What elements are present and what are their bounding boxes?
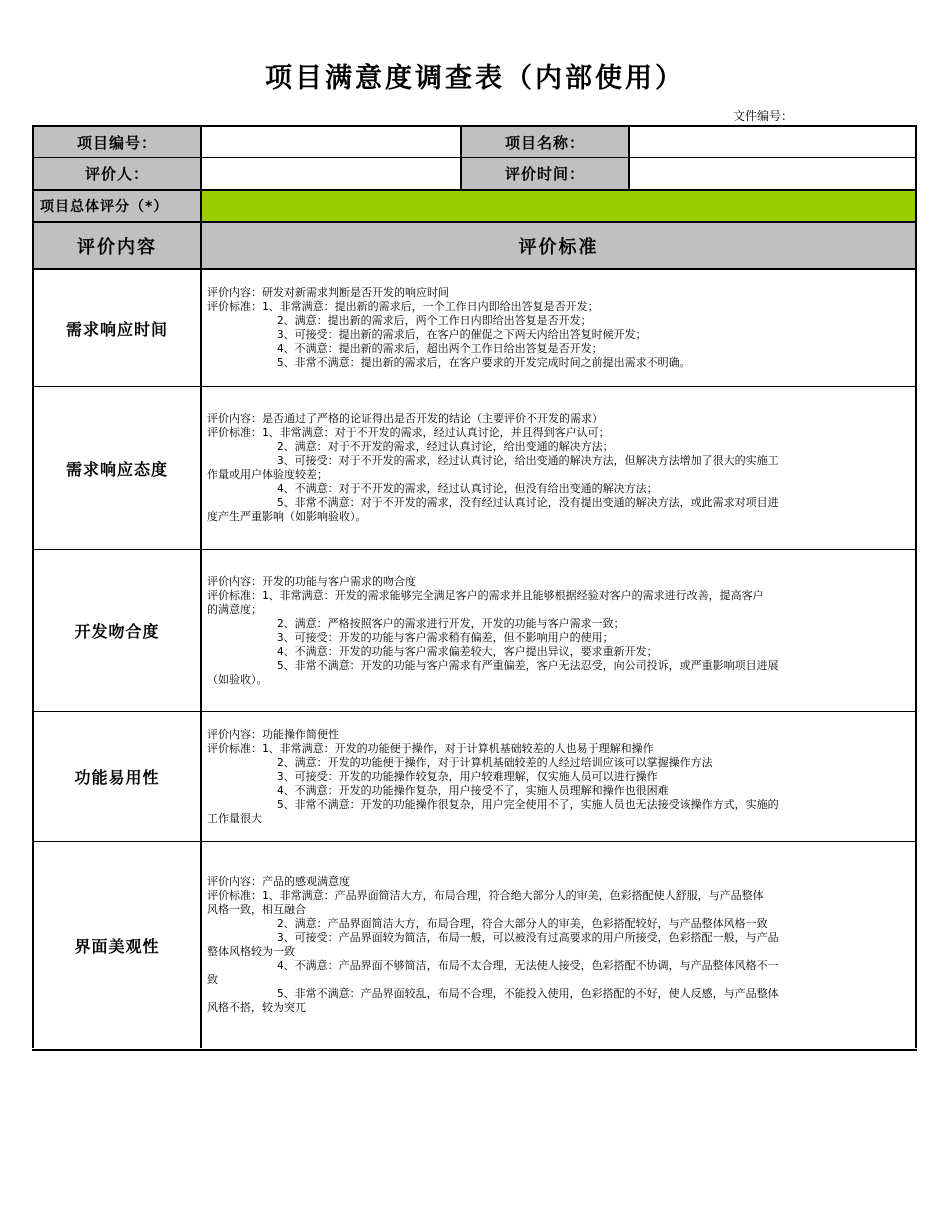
header-content: 评价内容 <box>34 223 202 268</box>
header-row <box>32 223 917 270</box>
criteria-line: 的满意度； <box>207 602 262 616</box>
criteria-line: 2、满意：对于不开发的需求，经过认真讨论，给出变通的解决方法； <box>277 440 614 453</box>
criteria-line: 评价内容：功能操作简便性 <box>207 727 339 741</box>
criteria-line: 评价标准：1、非常满意：产品界面简洁大方，布局合理，符合绝大部分人的审美，色彩搭配使人舒服，与产品整体 <box>207 889 764 902</box>
criteria-line: 3、可接受：开发的功能操作较复杂，用户较难理解，仅实施人员可以进行操作 <box>277 769 658 783</box>
criteria-line: 3、可接受：开发的功能与客户需求稍有偏差，但不影响用户的使用； <box>277 630 614 644</box>
section-criteria <box>202 842 915 1048</box>
criteria-line: 风格不搭，较为突兀 <box>207 1001 306 1014</box>
criteria-line: 4、不满意：提出新的需求后，超出两个工作日给出答复是否开发； <box>277 342 603 355</box>
criteria-line: 5、非常不满意：开发的功能与客户需求有严重偏差，客户无法忍受，向公司投诉，或严重影响项目进展 <box>277 658 779 672</box>
criteria-line: 风格一致，相互融合 <box>207 903 306 916</box>
criteria-line: 致 <box>207 973 218 986</box>
section-row <box>32 387 917 550</box>
criteria-line: 5、非常不满意：产品界面较乱，布局不合理，不能投入使用，色彩搭配的不好，使人反感，与产品整体 <box>277 987 779 1000</box>
header-standard: 评价标准 <box>202 223 915 268</box>
criteria-line: （如验收）。 <box>207 672 268 686</box>
section-name: 需求响应态度 <box>34 387 202 549</box>
section-row <box>32 842 917 1048</box>
criteria-line: 3、可接受：对于不开发的需求，经过认真讨论，给出变通的解决方法，但解决方法增加了很大的实施工 <box>277 454 779 467</box>
survey-table <box>32 125 917 1048</box>
criteria-line: 度产生严重影响（如影响验收）。 <box>207 510 367 523</box>
section-row <box>32 270 917 387</box>
criteria-line: 4、不满意：对于不开发的需求，经过认真讨论，但没有给出变通的解决方法； <box>277 482 658 495</box>
criteria-line: 工作量很大 <box>207 811 262 825</box>
criteria-line: 4、不满意：开发的功能操作复杂，用户接受不了，实施人员理解和操作也很困难 <box>277 783 669 797</box>
section-criteria <box>202 712 915 841</box>
overall-score-label: 项目总体评分（*） <box>34 191 202 221</box>
info-row-2 <box>32 158 917 191</box>
criteria-line: 2、满意：开发的功能便于操作，对于计算机基础较差的人经过培训应该可以掌握操作方法 <box>277 755 713 769</box>
criteria-line: 评价标准：1、非常满意：提出新的需求后，一个工作日内即给出答复是否开发； <box>207 300 599 313</box>
table-bottom-border <box>32 1049 917 1051</box>
section-criteria <box>202 550 915 711</box>
project-name-input[interactable] <box>630 127 915 157</box>
section-name: 界面美观性 <box>34 842 202 1048</box>
criteria-line: 2、满意：产品界面简洁大方，布局合理，符合大部分人的审美，色彩搭配较好，与产品整体风格一致 <box>277 917 768 930</box>
section-row <box>32 550 917 712</box>
criteria-line: 评价内容：研发对新需求判断是否开发的响应时间 <box>207 286 449 299</box>
page-title: 项目满意度调查表（内部使用） <box>265 63 685 94</box>
section-criteria <box>202 270 915 386</box>
overall-score-input[interactable] <box>202 191 915 221</box>
criteria-line: 2、满意：严格按照客户的需求进行开发，开发的功能与客户需求一致； <box>277 616 625 630</box>
criteria-line: 评价内容：是否通过了严格的论证得出是否开发的结论（主要评价不开发的需求） <box>207 412 603 425</box>
info-row-1 <box>32 125 917 158</box>
project-no-input[interactable] <box>202 127 460 157</box>
criteria-line: 5、非常不满意：提出新的需求后，在客户要求的开发完成时间之前提出需求不明确。 <box>277 356 691 369</box>
section-criteria <box>202 387 915 549</box>
criteria-line: 5、非常不满意：对于不开发的需求，没有经过认真讨论，没有提出变通的解决方法，或此需求对项目进 <box>277 496 779 509</box>
project-no-label: 项目编号： <box>34 127 202 157</box>
section-name: 需求响应时间 <box>34 270 202 386</box>
section-name: 功能易用性 <box>34 712 202 841</box>
criteria-line: 5、非常不满意：开发的功能操作很复杂，用户完全使用不了，实施人员也无法接受该操作方式，实施的 <box>277 797 779 811</box>
doc-number-label: 文件编号： <box>733 109 794 123</box>
eval-time-input[interactable] <box>630 158 915 189</box>
criteria-line: 评价内容：产品的感观满意度 <box>207 875 350 888</box>
overall-score-row <box>32 191 917 223</box>
eval-time-label: 评价时间： <box>460 158 630 189</box>
criteria-line: 3、可接受：提出新的需求后，在客户的催促之下两天内给出答复时候开发； <box>277 328 647 341</box>
criteria-line: 评价内容：开发的功能与客户需求的吻合度 <box>207 574 416 588</box>
section-name: 开发吻合度 <box>34 550 202 711</box>
evaluator-input[interactable] <box>202 158 460 189</box>
criteria-line: 4、不满意：开发的功能与客户需求偏差较大，客户提出异议，要求重新开发； <box>277 644 658 658</box>
criteria-line: 评价标准：1、非常满意：对于不开发的需求，经过认真讨论，并且得到客户认可； <box>207 426 610 439</box>
criteria-line: 3、可接受：产品界面较为简洁，布局一般，可以被没有过高要求的用户所接受，色彩搭配一般，与产品 <box>277 931 779 944</box>
criteria-line: 作量或用户体验度较差； <box>207 468 328 481</box>
criteria-line: 评价标准：1、非常满意：开发的需求能够完全满足客户的需求并且能够根据经验对客户的需求进行改善，提高客户 <box>207 588 764 602</box>
criteria-line: 4、不满意：产品界面不够简洁，布局不太合理，无法使人接受，色彩搭配不协调，与产品整体风格不一 <box>277 959 779 972</box>
criteria-line: 2、满意：提出新的需求后，两个工作日内即给出答复是否开发； <box>277 314 592 327</box>
evaluator-label: 评价人： <box>34 158 202 189</box>
criteria-line: 评价标准：1、非常满意：开发的功能便于操作，对于计算机基础较差的人也易于理解和操作 <box>207 741 654 755</box>
section-row <box>32 712 917 842</box>
criteria-line: 整体风格较为一致 <box>207 945 295 958</box>
project-name-label: 项目名称： <box>460 127 630 157</box>
